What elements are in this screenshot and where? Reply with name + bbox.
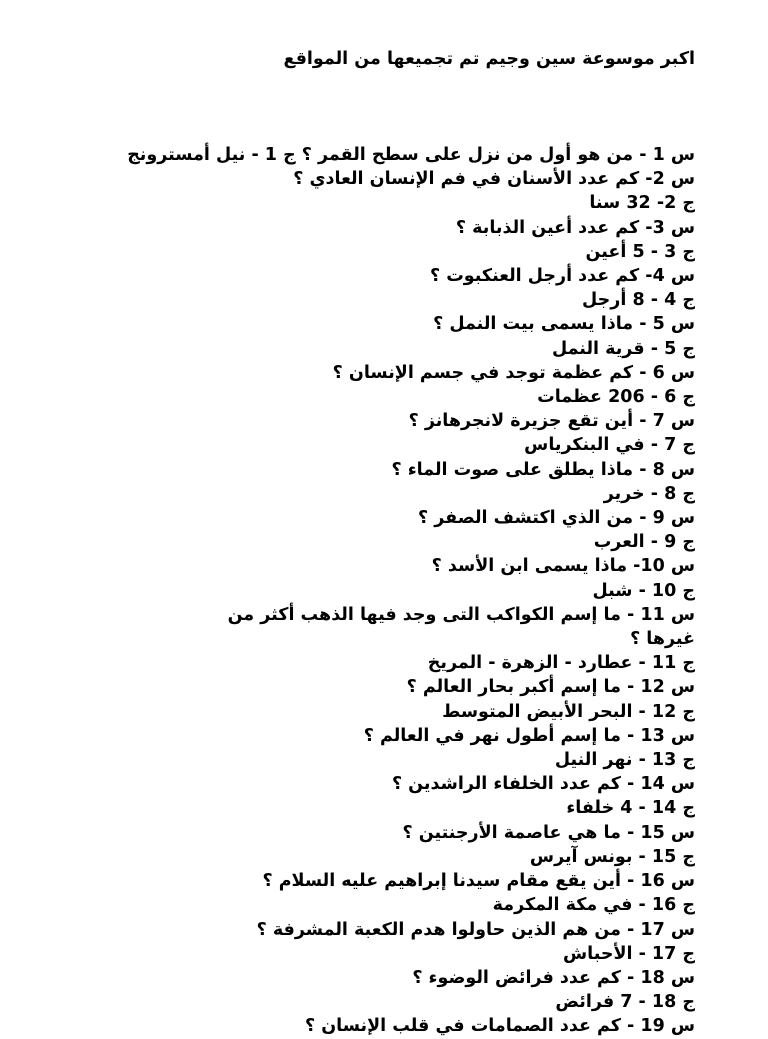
qa-line: س 2- كم عدد الأسنان في فم الإنسان العادي ؟	[293, 169, 695, 190]
qa-line: ج 10 - شبل	[592, 580, 695, 601]
qa-line: س 4- كم عدد أرجل العنكبوت ؟	[429, 266, 695, 287]
qa-line: س 8 - ماذا يطلق على صوت الماء ؟	[391, 459, 695, 480]
qa-line: ج 6 - 206 عظمات	[537, 387, 695, 408]
qa-line: س 6 - كم عظمة توجد في جسم الإنسان ؟	[332, 362, 695, 383]
qa-line: ج 17 - الأحباش	[562, 943, 695, 964]
qa-line: ج 3 - 5 أعين	[585, 241, 695, 262]
qa-line: ج 9 - العرب	[593, 532, 695, 553]
qa-line: غيرها ؟	[630, 629, 695, 650]
qa-line: ج 12 - البحر الأبيض المتوسط	[442, 701, 695, 722]
qa-line: س 5 - ماذا يسمى بيت النمل ؟	[433, 314, 695, 335]
qa-list	[40, 143, 695, 1039]
qa-line: س 17 - من هم الذين حاولوا هدم الكعبة المشرفة ؟	[256, 919, 695, 940]
qa-line: س 15 - ما هي عاصمة الأرجنتين ؟	[402, 822, 695, 843]
qa-line: س 12 - ما إسم أكبر بحار العالم ؟	[406, 677, 695, 698]
qa-line: س 7 - أين تقع جزيرة لانجرهانز ؟	[408, 411, 695, 432]
qa-line: ج 16 - في مكة المكرمة	[492, 895, 695, 916]
qa-line: س 9 - من الذي اكتشف الصفر ؟	[418, 508, 695, 529]
qa-line: س 18 - كم عدد فرائض الوضوء ؟	[412, 967, 695, 988]
qa-line: ج 2- 32 سنا	[589, 193, 695, 214]
qa-line: س 3- كم عدد أعين الذبابة ؟	[455, 217, 695, 238]
qa-line: ج 14 - 4 خلفاء	[566, 798, 695, 819]
qa-line: ج 11 - عطارد - الزهرة - المريخ	[427, 653, 695, 674]
qa-line: ج 8 - خرير	[603, 483, 695, 504]
qa-line: ج 4 - 8 أرجل	[582, 290, 695, 311]
document-title: اكبر موسوعة سين وجيم تم تجميعها من المواقع	[283, 49, 695, 69]
qa-line: ج 18 - 7 فرائض	[555, 992, 695, 1013]
qa-line: ج 13 - نهر النيل	[554, 750, 695, 771]
qa-line: س 10- ماذا يسمى ابن الأسد ؟	[431, 556, 695, 577]
qa-line: ج 7 - في البنكرياس	[524, 435, 695, 456]
qa-line: س 14 - كم عدد الخلفاء الراشدين ؟	[391, 774, 695, 795]
qa-line: س 13 - ما إسم أطول نهر في العالم ؟	[363, 725, 695, 746]
qa-line: س 11 - ما إسم الكواكب التى وجد فيها الذهب أكثر من	[227, 604, 695, 625]
qa-line: ج 15 - بونس آيرس	[529, 846, 695, 867]
qa-line: ج 5 - قرية النمل	[551, 338, 695, 359]
qa-line: س 16 - أين يقع مقام سيدنا إبراهيم عليه السلام ؟	[262, 871, 695, 892]
qa-line: س 1 - من هو أول من نزل على سطح القمر ؟ ج 1 - نيل أمسترونج	[127, 145, 695, 165]
document-page	[40, 0, 695, 1037]
qa-line: س 19 - كم عدد الصمامات في قلب الإنسان ؟	[304, 1016, 695, 1037]
